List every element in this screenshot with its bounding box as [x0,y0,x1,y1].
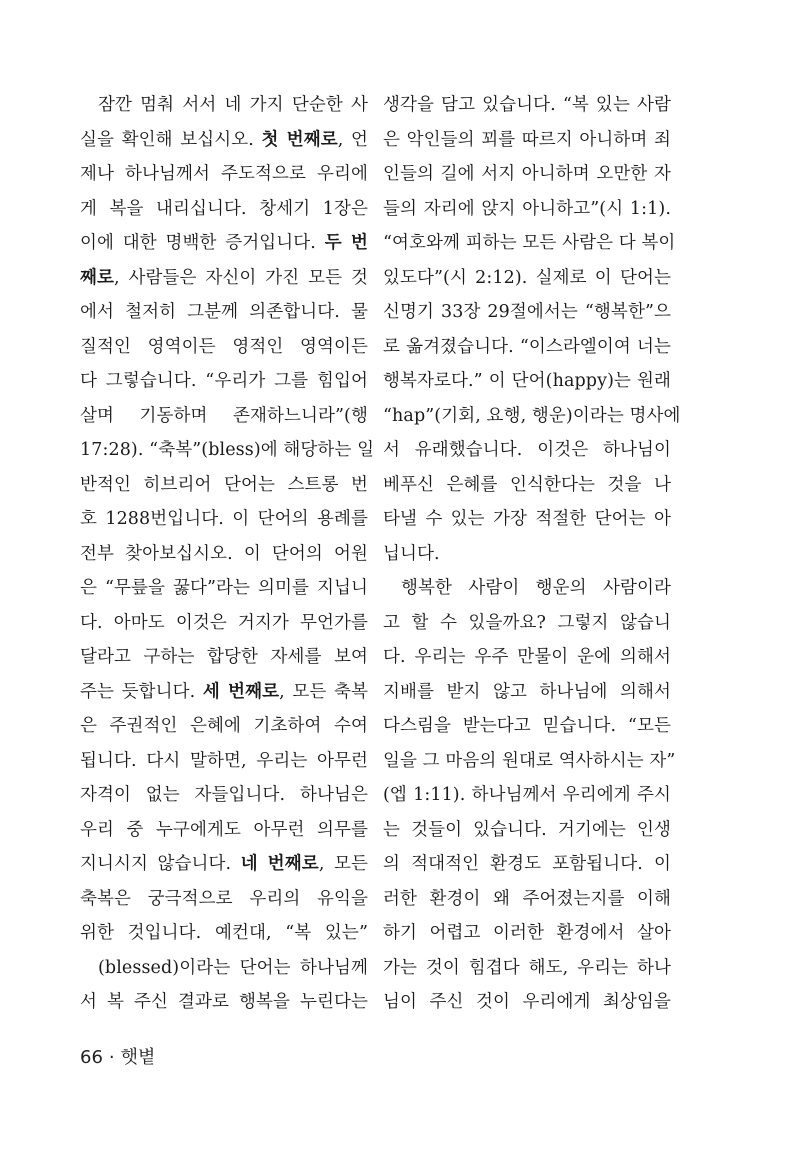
page-footer [80,1043,155,1069]
text-line: 의 적대적인 환경도 포함됩니다. 이 [383,854,671,874]
text-line: 님이 주신 것이 우리에게 최상임을 [383,992,671,1012]
text-line: 로 옮겨졌습니다. “이스라엘이여 너는 [383,336,671,357]
text-line: 행복한 사람이 행운의 사람이라 [401,578,671,598]
text-line [80,123,368,158]
text-line: 우리 중 누구에게도 아무런 의무를 [80,819,368,840]
footer-separator: · [108,1047,115,1068]
text-line: “여호와께 피하는 모든 사람은 다 복이 [383,233,676,253]
text-line: 있도다”(시 2:12). 실제로 이 단어는 [383,267,671,288]
bold-text: 세 번째로 [202,681,280,702]
text-line: 베푸신 은혜를 인식한다는 것을 나 [383,474,671,495]
text-run: 주는 듯합니다. [80,681,203,702]
text-line: (blessed)이라는 단어는 하나님께 [98,957,368,978]
text-line: 고 할 수 있을까요? 그렇지 않습니 [383,612,671,633]
text-line [80,226,368,261]
text-line: 게 복을 내리십니다. 창세기 1장은 [80,198,368,219]
left-text-column [80,88,375,1020]
text-line: 은 악인들의 꾀를 따르지 아니하며 죄 [383,129,671,150]
text-line: 호 1288번입니다. 이 단어의 용례를 [80,509,368,529]
text-line: 신명기 33장 29절에서는 “행복한”으 [383,302,671,322]
page-number: 66 [80,1047,103,1068]
text-line: 전부 찾아보십시오. 이 단어의 어원 [80,543,368,564]
text-line: 가는 것이 힘겹다 해도, 우리는 하나 [383,957,671,978]
text-line: (엡 1:11). 하나님께서 우리에게 주시 [383,785,671,805]
text-line: 됩니다. 다시 말하면, 우리는 아무런 [80,750,368,771]
book-title: 햇볕 [120,1047,156,1068]
text-line: 잠깐 멈춰 서서 네 가지 단순한 사 [98,95,368,115]
text-line: 하기 어렵고 이러한 환경에서 살아 [383,923,671,943]
text-line: 는 것들이 있습니다. 거기에는 인생 [383,819,671,840]
text-line: 달라고 구하는 합당한 자세를 보여 [80,647,368,667]
text-line: 17:28). “축복”(bless)에 해당하는 일 [80,440,375,460]
text-line: 들의 자리에 앉지 아니하고”(시 1:1). [383,198,671,219]
text-line: 타낼 수 있는 가장 적절한 단어는 아 [383,509,671,529]
text-run: , 사람들은 자신이 가진 모든 것 [114,267,368,288]
text-line: 살며 기동하며 존재하느니라”(행 [80,405,368,426]
text-line: 일을 그 마음의 원대로 역사하시는 자” [383,750,676,771]
text-line: 다. 우리는 우주 만물이 운에 의해서 [383,647,671,667]
text-line: 생각을 담고 있습니다. “복 있는 사람 [383,95,671,115]
text-line [80,261,368,296]
bold-text: 두 번 [324,233,369,253]
text-line: 다스림을 받는다고 믿습니다. “모든 [383,716,671,736]
text-line: 에서 철저히 그분께 의존합니다. 물 [80,302,368,322]
text-line: 러한 환경이 왜 주어졌는지를 이해 [383,888,671,909]
text-line: 위한 것입니다. 예컨대, “복 있는” [80,923,368,943]
text-line: 은 “무릎을 꿇다”라는 의미를 지닙니 [80,578,368,598]
text-line [80,847,368,882]
text-run: , 언 [337,129,368,150]
text-line: 인들의 길에 서지 아니하며 오만한 자 [383,164,671,184]
bold-text: 째로 [80,267,115,288]
text-line: 다. 아마도 이것은 거지가 무언가를 [80,612,368,633]
text-line: 다 그렇습니다. “우리가 그를 힘입어 [80,371,368,391]
bold-text: 첫 번째로 [261,129,338,150]
text-line: 서 복 주신 결과로 행복을 누린다는 [80,992,368,1012]
text-run: , 모든 [318,854,368,874]
text-line: 제나 하나님께서 주도적으로 우리에 [80,164,368,184]
text-line: 질적인 영역이든 영적인 영역이든 [80,336,368,357]
text-line: 지배를 받지 않고 하나님에 의해서 [383,681,671,702]
text-line: 행복자로다.” 이 단어(happy)는 원래 [383,371,671,391]
text-line: 반적인 히브리어 단어는 스트롱 번 [80,474,368,495]
text-line: 서 유래했습니다. 이것은 하나님이 [383,440,671,460]
right-text-column [383,88,681,1020]
bold-text: 네 번째로 [240,854,319,874]
text-line: 자격이 없는 자들입니다. 하나님은 [80,785,368,805]
text-run: , 모든 축복 [279,681,368,702]
text-run: 실을 확인해 보십시오. [80,129,262,150]
text-line: 축복은 궁극적으로 우리의 유익을 [80,888,368,909]
text-line: “hap”(기회, 요행, 행운)이라는 명사에 [383,405,681,426]
text-run: 이에 대한 명백한 증거입니다. [80,233,325,253]
text-line [80,675,368,710]
text-line: 닙니다. [383,543,440,564]
text-run: 지니시지 않습니다. [80,854,241,874]
text-line: 은 주권적인 은혜에 기초하여 수여 [80,716,368,736]
